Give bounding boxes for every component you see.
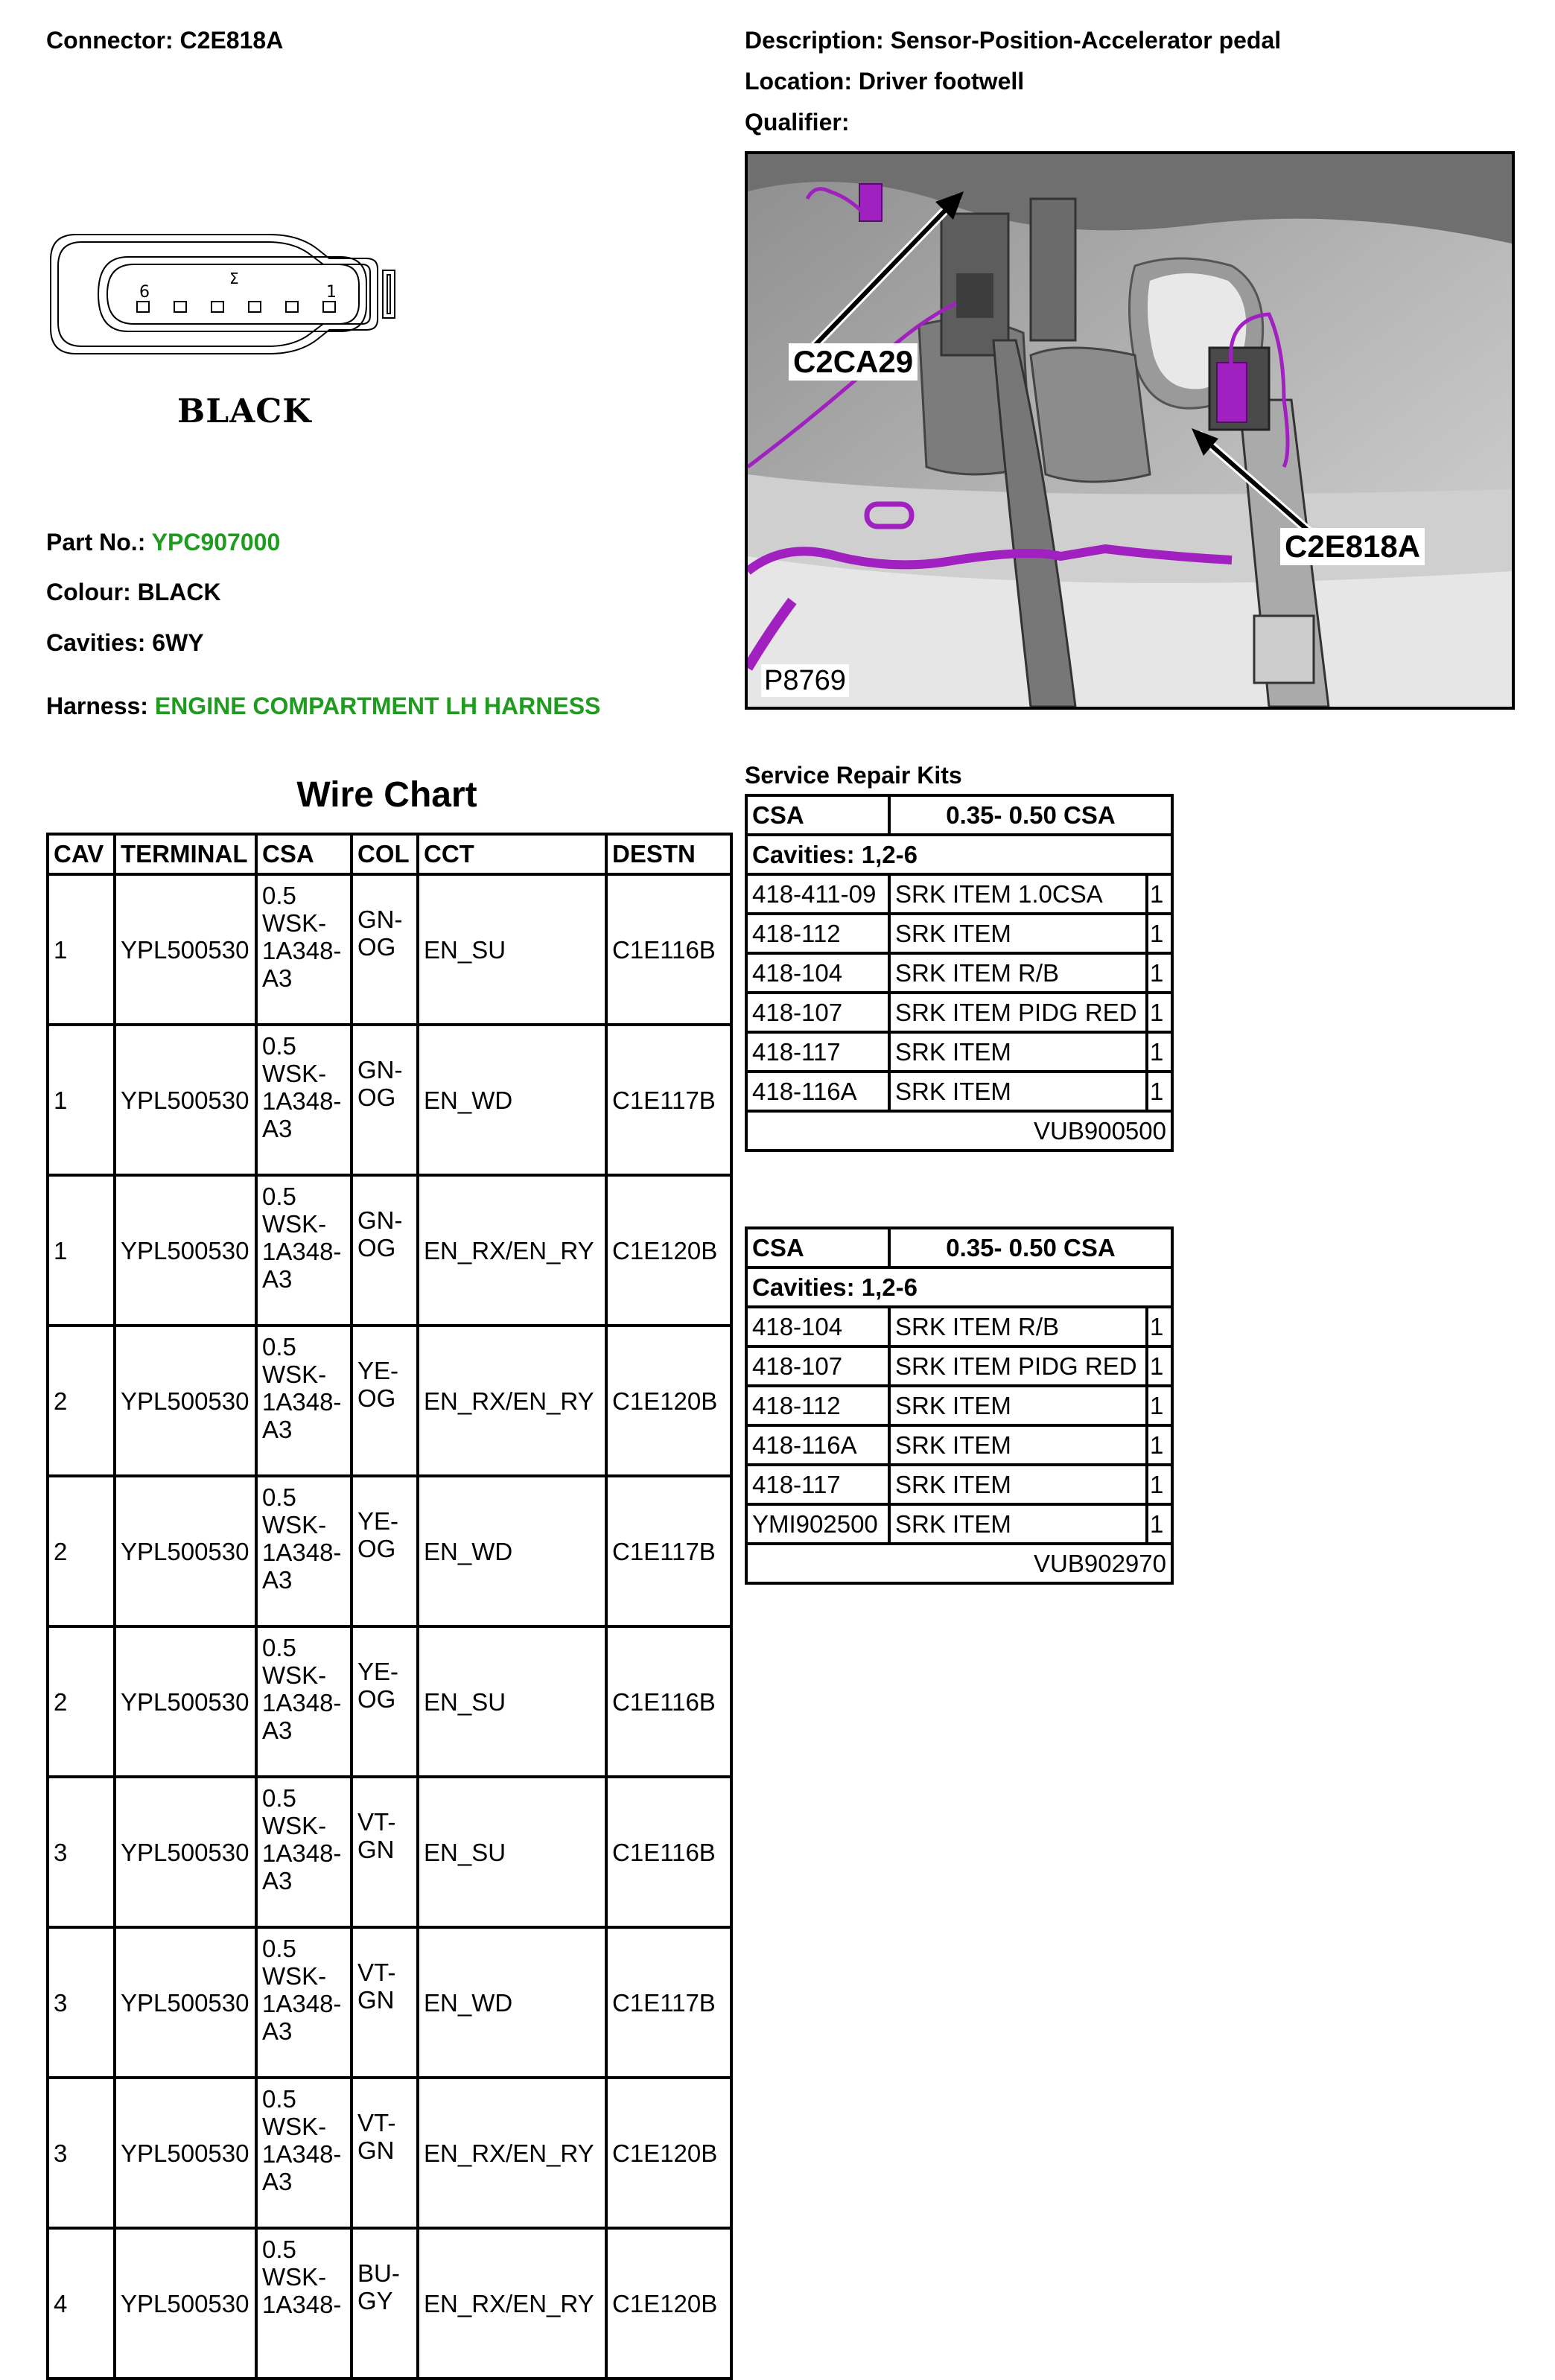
list-item (746, 1504, 1172, 1544)
kit-csa-range: 0.35- 0.50 CSA (889, 1228, 1172, 1267)
location (745, 68, 1024, 95)
cell-terminal: YPL500530 (115, 1175, 256, 1326)
cell-destn: C1E116B (606, 1777, 731, 1927)
cell-terminal: YPL500530 (115, 2228, 256, 2379)
kit-item-desc: SRK ITEM (889, 914, 1147, 953)
table-row (48, 1326, 731, 1476)
csa-line: 1A348- (262, 1087, 342, 1115)
kit-item-part: 418-117 (746, 1465, 889, 1504)
cell-col (352, 1326, 418, 1476)
col-line: BU- (357, 2259, 400, 2287)
kit-item-part: 418-117 (746, 1032, 889, 1072)
wire-chart-table (46, 833, 733, 2380)
table-row (48, 1175, 731, 1326)
kit-item-qty: 1 (1147, 1032, 1172, 1072)
location-label: Location: (745, 68, 852, 95)
callout-c2e818a: C2E818A (1280, 528, 1425, 565)
kit-item-part: 418-104 (746, 1307, 889, 1346)
cell-cct: EN_WD (418, 1025, 606, 1175)
cavities-value: 6WY (152, 629, 204, 656)
csa-line: 0.5 (262, 1935, 296, 1962)
kit-item-qty: 1 (1147, 1425, 1172, 1465)
csa-line: A3 (262, 1115, 293, 1142)
cell-col (352, 2078, 418, 2228)
table-row (48, 1777, 731, 1927)
col-line: VT- (357, 2109, 396, 2136)
cell-destn: C1E120B (606, 2228, 731, 2379)
csa-line: WSK- (262, 1210, 327, 1238)
csa-line: 0.5 (262, 1634, 296, 1661)
csa-line: WSK- (262, 2113, 327, 2140)
part-no (46, 529, 280, 556)
csa-line: 1A348- (262, 1990, 342, 2017)
kit-item-part: YMI902500 (746, 1504, 889, 1544)
csa-line: 0.5 (262, 1333, 296, 1361)
cell-terminal: YPL500530 (115, 1927, 256, 2078)
table-row (48, 2078, 731, 2228)
csa-line: WSK- (262, 909, 327, 937)
csa-line: 0.5 (262, 882, 296, 909)
cell-terminal: YPL500530 (115, 874, 256, 1025)
kit-item-qty: 1 (1147, 914, 1172, 953)
list-item (746, 1465, 1172, 1504)
list-item (746, 993, 1172, 1032)
kit-item-desc: SRK ITEM R/B (889, 1307, 1147, 1346)
cell-csa (256, 2078, 352, 2228)
kit-cavities: Cavities: 1,2-6 (746, 1267, 1172, 1307)
kit-csa-label: CSA (746, 795, 889, 835)
kit-header-row (746, 795, 1172, 835)
header-terminal: TERMINAL (115, 834, 256, 874)
list-item (746, 1032, 1172, 1072)
part-no-label: Part No.: (46, 529, 146, 556)
header-cct: CCT (418, 834, 606, 874)
list-item (746, 874, 1172, 914)
location-photo (745, 151, 1515, 710)
cell-cct: EN_RX/EN_RY (418, 2228, 606, 2379)
csa-line: 0.5 (262, 2085, 296, 2113)
kit-item-part: 418-116A (746, 1072, 889, 1111)
cell-cct: EN_WD (418, 1476, 606, 1626)
cell-destn: C1E117B (606, 1476, 731, 1626)
cell-col (352, 2228, 418, 2379)
connector-label: Connector: (46, 27, 174, 54)
kit-item-desc: SRK ITEM (889, 1072, 1147, 1111)
col-line: YE- (357, 1357, 399, 1384)
cell-csa (256, 1777, 352, 1927)
csa-line: 0.5 (262, 1183, 296, 1210)
kit-item-qty: 1 (1147, 993, 1172, 1032)
cell-csa (256, 1927, 352, 2078)
col-line: YE- (357, 1507, 399, 1535)
list-item (746, 1072, 1172, 1111)
col-line: YE- (357, 1658, 399, 1685)
col-line: VT- (357, 1808, 396, 1836)
col-line: GN (357, 1836, 395, 1863)
csa-line: A3 (262, 964, 293, 992)
pin-1-label: 1 (326, 283, 337, 302)
kit-cavities-row (746, 1267, 1172, 1307)
csa-line: 1A348- (262, 1539, 342, 1566)
wire-chart-title: Wire Chart (296, 775, 477, 815)
cell-destn: C1E116B (606, 1626, 731, 1777)
qualifier-label: Qualifier: (745, 109, 850, 136)
csa-line: WSK- (262, 1812, 327, 1839)
cavities (46, 629, 204, 657)
kit-item-qty: 1 (1147, 874, 1172, 914)
kit-csa-label: CSA (746, 1228, 889, 1267)
col-line: GN (357, 2136, 395, 2164)
kit-item-qty: 1 (1147, 1386, 1172, 1425)
csa-line: 0.5 (262, 1784, 296, 1812)
col-line: GN (357, 1986, 395, 2014)
cell-cav: 2 (48, 1326, 115, 1476)
cell-destn: C1E120B (606, 1326, 731, 1476)
description-value: Sensor-Position-Accelerator pedal (890, 27, 1282, 54)
cell-cav: 3 (48, 1777, 115, 1927)
cell-terminal: YPL500530 (115, 2078, 256, 2228)
list-item (746, 953, 1172, 993)
header-cav: CAV (48, 834, 115, 874)
kit-item-part: 418-116A (746, 1425, 889, 1465)
colour (46, 579, 221, 606)
connector-face-icon (46, 227, 419, 361)
cell-cct: EN_RX/EN_RY (418, 1175, 606, 1326)
qualifier (745, 109, 849, 136)
kit-item-part: 418-107 (746, 1346, 889, 1386)
kit-cavities-row (746, 835, 1172, 874)
cell-csa (256, 2228, 352, 2379)
cell-terminal: YPL500530 (115, 1777, 256, 1927)
cell-col (352, 1626, 418, 1777)
cell-cav: 2 (48, 1626, 115, 1777)
cell-col (352, 1476, 418, 1626)
connector-id (46, 27, 283, 54)
csa-line: 0.5 (262, 2236, 296, 2263)
csa-line: 0.5 (262, 1483, 296, 1511)
pin-6-label: 6 (139, 283, 150, 302)
csa-line: A3 (262, 2168, 293, 2195)
cell-cav: 1 (48, 1025, 115, 1175)
csa-line: 1A348- (262, 1388, 342, 1416)
col-line: OG (357, 1234, 396, 1261)
cell-destn: C1E117B (606, 1025, 731, 1175)
table-row (48, 874, 731, 1025)
colour-value: BLACK (137, 579, 221, 605)
csa-line: A3 (262, 1716, 293, 1744)
csa-line: 1A348- (262, 937, 342, 964)
pin-mid-label: Σ (229, 270, 239, 287)
kit-part-row (746, 1111, 1172, 1151)
kit-item-desc: SRK ITEM R/B (889, 953, 1147, 993)
description-label: Description: (745, 27, 884, 54)
csa-line: 1A348- (262, 2291, 342, 2318)
harness-label: Harness: (46, 693, 148, 719)
csa-line: 0.5 (262, 1032, 296, 1060)
cell-destn: C1E117B (606, 1927, 731, 2078)
csa-line: 1A348- (262, 2140, 342, 2168)
kit-item-part: 418-112 (746, 1386, 889, 1425)
cell-cav: 2 (48, 1476, 115, 1626)
header-col: COL (352, 834, 418, 874)
table-row (48, 1626, 731, 1777)
callout-c2ca29: C2CA29 (789, 343, 918, 381)
kit-part-number: VUB900500 (746, 1111, 1172, 1151)
cell-csa (256, 1476, 352, 1626)
cell-cav: 4 (48, 2228, 115, 2379)
harness-link[interactable]: ENGINE COMPARTMENT LH HARNESS (154, 693, 601, 719)
csa-line: WSK- (262, 1361, 327, 1388)
csa-line: A3 (262, 1416, 293, 1443)
harness (46, 693, 600, 720)
table-row (48, 1927, 731, 2078)
list-item (746, 1386, 1172, 1425)
cell-cct: EN_SU (418, 874, 606, 1025)
csa-line: WSK- (262, 1060, 327, 1087)
csa-line: A3 (262, 1566, 293, 1594)
kit-part-row (746, 1544, 1172, 1583)
cell-csa (256, 1175, 352, 1326)
cell-terminal: YPL500530 (115, 1476, 256, 1626)
csa-line: A3 (262, 1265, 293, 1293)
header-csa: CSA (256, 834, 352, 874)
table-row (48, 2228, 731, 2379)
kit-item-part: 418-104 (746, 953, 889, 993)
list-item (746, 1307, 1172, 1346)
kit-item-part: 418-107 (746, 993, 889, 1032)
col-line: VT- (357, 1959, 396, 1986)
kit-item-qty: 1 (1147, 1504, 1172, 1544)
csa-line: WSK- (262, 1962, 327, 1990)
kit-part-number: VUB902970 (746, 1544, 1172, 1583)
cell-cav: 1 (48, 874, 115, 1025)
cell-cct: EN_SU (418, 1777, 606, 1927)
wire-chart-header (48, 834, 731, 874)
photo-id: P8769 (761, 664, 849, 697)
list-item (746, 1346, 1172, 1386)
kit-item-part: 418-112 (746, 914, 889, 953)
header-destn: DESTN (606, 834, 731, 874)
repair-kit-table (745, 794, 1174, 1152)
csa-line: WSK- (262, 2263, 327, 2291)
cell-cav: 3 (48, 2078, 115, 2228)
cavities-label: Cavities: (46, 629, 146, 656)
cell-cct: EN_RX/EN_RY (418, 2078, 606, 2228)
kit-item-qty: 1 (1147, 1346, 1172, 1386)
kit-item-qty: 1 (1147, 1465, 1172, 1504)
cell-col (352, 1025, 418, 1175)
csa-line: 1A348- (262, 1238, 342, 1265)
kit-item-desc: SRK ITEM PIDG RED (889, 993, 1147, 1032)
col-line: OG (357, 1535, 396, 1562)
cell-terminal: YPL500530 (115, 1326, 256, 1476)
cell-terminal: YPL500530 (115, 1025, 256, 1175)
kit-item-desc: SRK ITEM (889, 1504, 1147, 1544)
csa-line: 1A348- (262, 1689, 342, 1716)
list-item (746, 914, 1172, 953)
csa-line: 1A348- (262, 1839, 342, 1867)
kit-item-qty: 1 (1147, 953, 1172, 993)
cell-cav: 1 (48, 1175, 115, 1326)
connector-colour-label: BLACK (177, 392, 312, 430)
kit-item-desc: SRK ITEM (889, 1386, 1147, 1425)
vehicle-footwell-illustration (748, 154, 1512, 707)
connector-value: C2E818A (179, 27, 284, 54)
cell-col (352, 874, 418, 1025)
colour-label: Colour: (46, 579, 131, 605)
location-value: Driver footwell (858, 68, 1025, 95)
kit-header-row (746, 1228, 1172, 1267)
cell-cav: 3 (48, 1927, 115, 2078)
col-line: OG (357, 1685, 396, 1713)
cell-cct: EN_RX/EN_RY (418, 1326, 606, 1476)
cell-destn: C1E120B (606, 2078, 731, 2228)
cell-col (352, 1175, 418, 1326)
service-repair-kits-title: Service Repair Kits (745, 762, 962, 789)
cell-cct: EN_SU (418, 1626, 606, 1777)
cell-terminal: YPL500530 (115, 1626, 256, 1777)
part-no-link[interactable]: YPC907000 (151, 529, 281, 556)
col-line: OG (357, 1084, 396, 1111)
col-line: OG (357, 933, 396, 961)
col-line: GY (357, 2287, 393, 2314)
table-row (48, 1025, 731, 1175)
col-line: GN- (357, 1056, 403, 1084)
cell-cct: EN_WD (418, 1927, 606, 2078)
cell-csa (256, 1626, 352, 1777)
cell-csa (256, 1326, 352, 1476)
kit-item-desc: SRK ITEM PIDG RED (889, 1346, 1147, 1386)
kit-csa-range: 0.35- 0.50 CSA (889, 795, 1172, 835)
kit-cavities: Cavities: 1,2-6 (746, 835, 1172, 874)
repair-kit-table (745, 1226, 1174, 1585)
kit-item-desc: SRK ITEM (889, 1465, 1147, 1504)
csa-line: A3 (262, 2017, 293, 2045)
cell-col (352, 1927, 418, 2078)
cell-csa (256, 874, 352, 1025)
kit-item-desc: SRK ITEM (889, 1425, 1147, 1465)
kit-item-desc: SRK ITEM 1.0CSA (889, 874, 1147, 914)
col-line: OG (357, 1384, 396, 1412)
kit-item-part: 418-411-09 (746, 874, 889, 914)
csa-line: A3 (262, 1867, 293, 1894)
kit-item-qty: 1 (1147, 1072, 1172, 1111)
cell-col (352, 1777, 418, 1927)
table-row (48, 1476, 731, 1626)
kit-item-desc: SRK ITEM (889, 1032, 1147, 1072)
col-line: GN- (357, 1206, 403, 1234)
list-item (746, 1425, 1172, 1465)
cell-csa (256, 1025, 352, 1175)
kit-item-qty: 1 (1147, 1307, 1172, 1346)
cell-destn: C1E120B (606, 1175, 731, 1326)
description (745, 27, 1281, 54)
cell-destn: C1E116B (606, 874, 731, 1025)
col-line: GN- (357, 906, 403, 933)
csa-line: WSK- (262, 1661, 327, 1689)
csa-line: WSK- (262, 1511, 327, 1539)
